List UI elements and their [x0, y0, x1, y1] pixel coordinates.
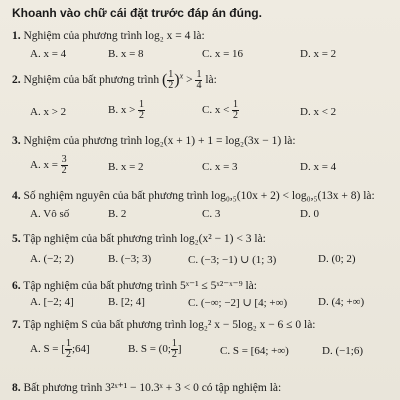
question-7	[12, 319, 316, 331]
q4-option-d[interactable]: D. 0	[300, 208, 319, 220]
question-number: 2.	[12, 74, 21, 87]
q2-option-d[interactable]: D. x < 2	[300, 106, 337, 118]
base-fraction: $\frac{1}{2}$	[168, 69, 174, 91]
question-2	[12, 70, 217, 91]
q7-option-a[interactable]: A. S = [ $\frac{1}{2}$ ;64]	[30, 338, 90, 360]
q3-option-b[interactable]: B. x = 2	[108, 161, 144, 173]
question-number: 8.	[12, 382, 21, 394]
q5-option-a[interactable]: A. (−2; 2)	[30, 253, 74, 265]
question-stem: Nghiệm của phương trình log₂ x = 4 là:	[23, 30, 205, 42]
q3-option-c[interactable]: C. x = 3	[202, 161, 238, 173]
q6-option-d[interactable]: D. (4; +∞)	[318, 296, 365, 308]
q1-option-b[interactable]: B. x = 8	[108, 48, 144, 60]
question-stem: Số nghiệm nguyên của bất phương trình log₀,₅(10x + 2) < log₀,₅(13x + 8) là:	[23, 190, 375, 202]
q4-option-a[interactable]: A. Vô số	[30, 208, 70, 220]
q5-option-c[interactable]: C. (−3; −1) ∪ (1; 3)	[188, 254, 277, 266]
rhs-fraction: $\frac{1}{4}$	[196, 69, 202, 91]
q7-option-c[interactable]: C. S = [64; +∞)	[220, 345, 289, 357]
q6-option-c[interactable]: C. (−∞; −2] ∪ [4; +∞)	[188, 297, 288, 309]
question-stem-pre: Nghiệm của bất phương trình	[23, 74, 160, 87]
q5-option-b[interactable]: B. (−3; 3)	[108, 253, 152, 265]
q3-option-a[interactable]: A. x = $\frac{3}{2}$	[30, 154, 67, 176]
question-6	[12, 278, 257, 292]
q6-option-a[interactable]: A. [−2; 4]	[30, 296, 74, 308]
question-number: 4.	[12, 190, 21, 202]
question-stem-post: là:	[205, 74, 217, 87]
relation: >	[186, 74, 193, 87]
q7-option-b[interactable]: B. S = (0; $\frac{1}{2}$ ]	[128, 338, 182, 360]
paren-open: (	[161, 71, 168, 89]
question-number: 5.	[12, 233, 21, 245]
question-4	[12, 190, 375, 202]
q4-option-b[interactable]: B. 2	[108, 208, 127, 220]
question-stem: Tập nghiệm của bất phương trình log₂(x² − 1) < 3 là:	[23, 233, 266, 245]
question-number: 3.	[12, 135, 21, 147]
question-stem: Tập nghiệm S của bất phương trình log₂² x − 5log₂ x − 6 ≤ 0 là:	[23, 319, 316, 331]
q2-option-b[interactable]: B. x > $\frac{1}{2}$	[108, 99, 145, 121]
q5-option-d[interactable]: D. (0; 2)	[318, 253, 356, 265]
q7-option-d[interactable]: D. (−1;6)	[322, 345, 364, 357]
q3-option-d[interactable]: D. x = 4	[300, 161, 337, 173]
q2-option-c[interactable]: C. x < $\frac{1}{2}$	[202, 99, 239, 121]
question-1	[12, 30, 205, 42]
q6-option-b[interactable]: B. [2; 4]	[108, 296, 145, 308]
question-stem: Bất phương trình 3²ˣ⁺¹ − 10.3ˣ + 3 < 0 có tập nghiệm là:	[23, 382, 282, 394]
q1-option-c[interactable]: C. x = 16	[202, 48, 244, 60]
question-number: 7.	[12, 319, 21, 331]
q1-option-a[interactable]: A. x = 4	[30, 48, 67, 60]
q4-option-c[interactable]: C. 3	[202, 208, 221, 220]
question-number: 1.	[12, 30, 21, 42]
worksheet-heading: Khoanh vào chữ cái đặt trước đáp án đúng.	[12, 6, 262, 20]
question-stem: Tập nghiệm của bất phương trình 5ˣ⁻¹ ≤ 5ˣ²⁻ˣ⁻⁹ là:	[23, 280, 257, 292]
question-8	[12, 380, 281, 394]
paren-close: )	[174, 71, 180, 89]
question-number: 6.	[12, 280, 21, 292]
question-stem: Nghiệm của phương trình log₂(x + 1) + 1 = log₂(3x − 1) là:	[23, 135, 296, 147]
exponent: x	[179, 71, 184, 81]
question-5	[12, 233, 266, 245]
question-3	[12, 135, 296, 147]
q1-option-d[interactable]: D. x = 2	[300, 48, 337, 60]
q2-option-a[interactable]: A. x > 2	[30, 106, 67, 118]
